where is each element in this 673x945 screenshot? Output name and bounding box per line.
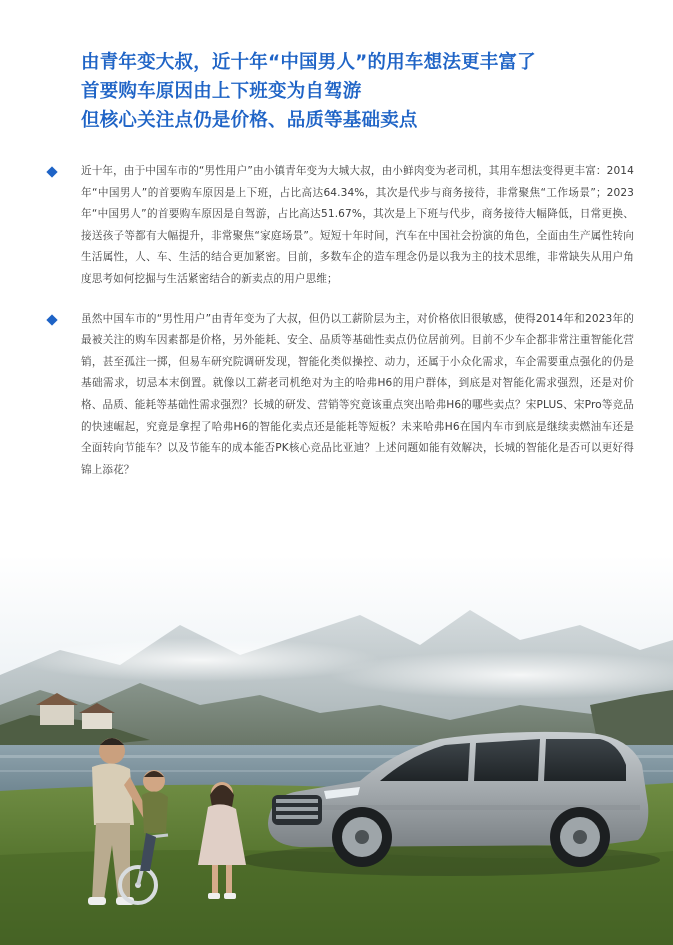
diamond-bullet-icon <box>46 314 57 325</box>
landscape-car-family-illustration <box>0 555 673 945</box>
headline <box>81 48 641 135</box>
bullet-paragraph-1 <box>44 161 634 291</box>
headline-line-2: 首要购车原因由上下班变为自驾游 <box>81 81 362 102</box>
hero-photo <box>0 555 673 945</box>
bullet-list <box>44 161 634 499</box>
paragraph-text: 近十年，由于中国车市的“男性用户”由小镇青年变为大城大叔，由小鲜肉变为老司机，其用车想法变得更丰富：2014年“中国男人”的首要购车原因是上下班，占比高达64.34%，其次是代步与商务接待，非常聚焦“工作场景”；2023年“中国男人”的首要购车原因是自驾游，占比高达51.67%，其次是上下班与代步，商务接待大幅降低，日常更换、接送孩子等都有大幅提升，非常聚焦“家庭场景”。短短十年时间，汽车在中国社会扮演的角色，全面由生产属性转向生活属性，人、车、生活的结合更加紧密。目前，多数车企的造车理念仍是以我为主的技术思维，非常缺失从用户角度思考如何挖掘与生活紧密结合的新卖点的用户思维； <box>81 165 634 285</box>
headline-line-1: 由青年变大叔，近十年“中国男人”的用车想法更丰富了 <box>81 52 536 73</box>
paragraph-text: 虽然中国车市的“男性用户”由青年变为了大叔，但仍以工薪阶层为主，对价格依旧很敏感，使得2014年和2023年的最被关注的购车因素都是价格，另外能耗、安全、品质等基础性卖点仍位居前列。目前不少车企都非常注重智能化营销，甚至孤注一掷，但易车研究院调研发现，智能化类似操控、动力，还属于小众化需求，车企需要重点强化的仍是基础需求，切忌本末倒置。就像以工薪老司机绝对为主的哈弗H6的用户群体，到底是对智能化需求强烈，还是对价格、品质、能耗等基础性需求强烈？长城的研发、营销等究竟该重点突出哈弗H6的哪些卖点？宋PLUS、宋Pro等竞品的快速崛起，究竟是拿捏了哈弗H6的智能化卖点还是能耗等短板？未来哈弗H6在国内车市到底是继续卖燃油车还是全面转向节能车？以及节能车的成本能否PK核心竞品比亚迪？上述问题如能有效解决，长城的智能化是否可以更好得锦上添花？ <box>81 312 634 476</box>
diamond-bullet-icon <box>46 166 57 177</box>
bullet-paragraph-2 <box>44 309 634 482</box>
headline-line-3: 但核心关注点仍是价格、品质等基础卖点 <box>81 110 418 131</box>
